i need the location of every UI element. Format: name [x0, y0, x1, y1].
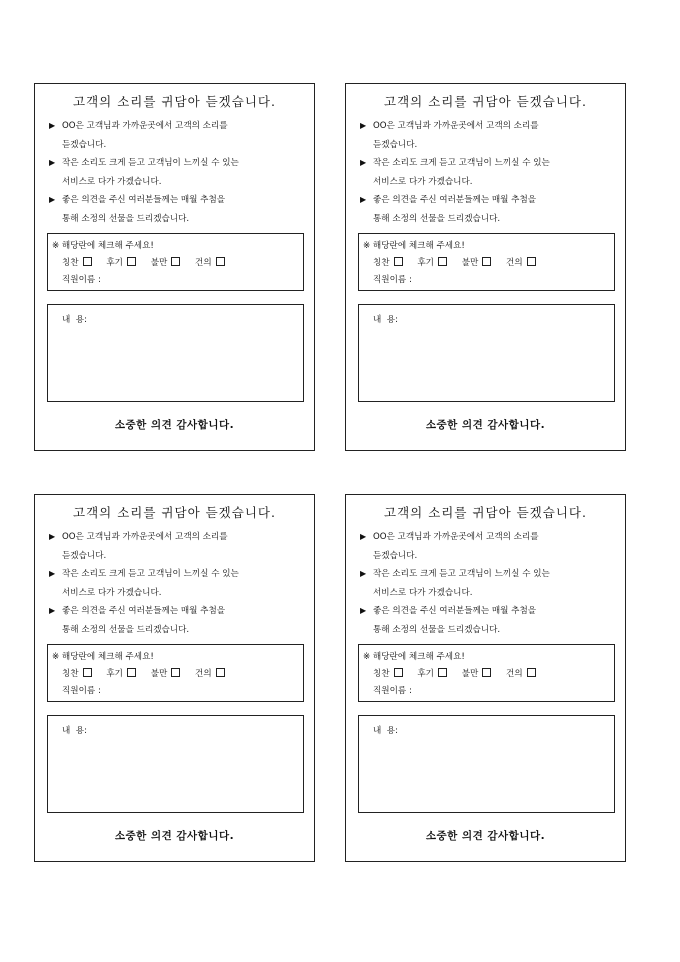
bullet-text: 듣겠습니다. — [62, 139, 107, 150]
feedback-type-options — [62, 667, 237, 679]
option-suggestion: 건의 — [506, 669, 536, 679]
thank-you-footer: 소중한 의견 감사합니다. — [114, 830, 235, 842]
option-praise: 칭찬 — [62, 258, 92, 268]
triangle-bullet-icon: ▶ — [360, 158, 367, 168]
option-suggestion: 건의 — [195, 669, 225, 679]
triangle-bullet-icon: ▶ — [49, 121, 56, 130]
bullet-text: 서비스로 다가 가겠습니다. — [62, 176, 162, 187]
checkbox-suggestion[interactable] — [216, 257, 225, 266]
content-label: 내 용: — [373, 315, 398, 325]
bullet-text: 듣겠습니다. — [373, 550, 418, 561]
bullet-text: OO은 고객님과 가까운곳에서 고객의 소리를 — [373, 532, 539, 542]
bullet-text: OO은 고객님과 가까운곳에서 고객의 소리를 — [62, 532, 228, 542]
bullet-text: 좋은 의견을 주신 여러분들께는 매월 추첨을 — [62, 195, 226, 206]
checkbox-review[interactable] — [438, 668, 447, 677]
triangle-bullet-icon: ▶ — [360, 121, 367, 130]
bullet-text: OO은 고객님과 가까운곳에서 고객의 소리를 — [373, 121, 539, 131]
bullet-text: 작은 소리도 크게 듣고 고객님이 느끼실 수 있는 — [62, 158, 239, 169]
staff-name-field[interactable]: 직원이름 : — [62, 686, 101, 696]
check-instruction: ※ 해당란에 체크해 주세요! — [52, 652, 154, 662]
feedback-card — [345, 494, 626, 862]
feedback-card — [34, 494, 315, 862]
staff-name-field[interactable]: 직원이름 : — [373, 275, 412, 285]
triangle-bullet-icon: ▶ — [360, 569, 367, 579]
bullet-text: 듣겠습니다. — [62, 550, 107, 561]
content-textarea[interactable] — [47, 715, 304, 813]
feedback-type-options — [62, 256, 237, 268]
option-review: 후기 — [106, 258, 136, 268]
bullet-text: 서비스로 다가 가겠습니다. — [373, 176, 473, 187]
option-praise: 칭찬 — [373, 258, 403, 268]
check-instruction: ※ 해당란에 체크해 주세요! — [52, 241, 154, 251]
content-label: 내 용: — [373, 726, 398, 736]
content-textarea[interactable] — [358, 304, 615, 402]
option-review: 후기 — [417, 669, 447, 679]
bullet-text: 작은 소리도 크게 듣고 고객님이 느끼실 수 있는 — [62, 569, 239, 580]
staff-name-field[interactable]: 직원이름 : — [373, 686, 412, 696]
checkbox-suggestion[interactable] — [216, 668, 225, 677]
card-title: 고객의 소리를 귀담아 듣겠습니다. — [73, 505, 276, 520]
checkbox-suggestion[interactable] — [527, 668, 536, 677]
thank-you-footer: 소중한 의견 감사합니다. — [114, 419, 235, 431]
checkbox-praise[interactable] — [394, 668, 403, 677]
triangle-bullet-icon: ▶ — [360, 195, 367, 205]
card-title: 고객의 소리를 귀담아 듣겠습니다. — [73, 94, 276, 109]
feedback-card — [34, 83, 315, 451]
check-instruction: ※ 해당란에 체크해 주세요! — [363, 652, 465, 662]
bullet-text: 좋은 의견을 주신 여러분들께는 매월 추첨을 — [373, 195, 537, 206]
checkbox-section — [47, 233, 304, 291]
bullet-text: 통해 소정의 선물을 드리겠습니다. — [62, 213, 190, 224]
bullet-text: OO은 고객님과 가까운곳에서 고객의 소리를 — [62, 121, 228, 131]
option-suggestion: 건의 — [195, 258, 225, 268]
option-praise: 칭찬 — [62, 669, 92, 679]
bullet-list — [49, 117, 308, 229]
bullet-text: 좋은 의견을 주신 여러분들께는 매월 추첨을 — [62, 606, 226, 617]
checkbox-review[interactable] — [438, 257, 447, 266]
triangle-bullet-icon: ▶ — [49, 195, 56, 205]
feedback-card — [345, 83, 626, 451]
bullet-text: 작은 소리도 크게 듣고 고객님이 느끼실 수 있는 — [373, 569, 550, 580]
option-complaint: 불만 — [462, 258, 492, 268]
feedback-type-options — [373, 256, 548, 268]
option-review: 후기 — [417, 258, 447, 268]
checkbox-review[interactable] — [127, 668, 136, 677]
checkbox-suggestion[interactable] — [527, 257, 536, 266]
bullet-text: 통해 소정의 선물을 드리겠습니다. — [62, 624, 190, 635]
option-complaint: 불만 — [151, 258, 181, 268]
bullet-text: 서비스로 다가 가겠습니다. — [373, 587, 473, 598]
content-label: 내 용: — [62, 726, 87, 736]
check-instruction: ※ 해당란에 체크해 주세요! — [363, 241, 465, 251]
option-suggestion: 건의 — [506, 258, 536, 268]
checkbox-praise[interactable] — [83, 257, 92, 266]
triangle-bullet-icon: ▶ — [49, 569, 56, 579]
triangle-bullet-icon: ▶ — [360, 532, 367, 541]
content-textarea[interactable] — [47, 304, 304, 402]
bullet-list — [360, 117, 619, 229]
thank-you-footer: 소중한 의견 감사합니다. — [425, 419, 546, 431]
bullet-list — [49, 528, 308, 640]
content-textarea[interactable] — [358, 715, 615, 813]
bullet-text: 서비스로 다가 가겠습니다. — [62, 587, 162, 598]
thank-you-footer: 소중한 의견 감사합니다. — [425, 830, 546, 842]
checkbox-praise[interactable] — [394, 257, 403, 266]
triangle-bullet-icon: ▶ — [49, 606, 56, 616]
option-review: 후기 — [106, 669, 136, 679]
content-label: 내 용: — [62, 315, 87, 325]
checkbox-complaint[interactable] — [171, 257, 180, 266]
checkbox-complaint[interactable] — [171, 668, 180, 677]
checkbox-section — [358, 233, 615, 291]
staff-name-field[interactable]: 직원이름 : — [62, 275, 101, 285]
option-complaint: 불만 — [462, 669, 492, 679]
bullet-list — [360, 528, 619, 640]
bullet-text: 통해 소정의 선물을 드리겠습니다. — [373, 213, 501, 224]
checkbox-complaint[interactable] — [482, 668, 491, 677]
card-title: 고객의 소리를 귀담아 듣겠습니다. — [384, 94, 587, 109]
checkbox-review[interactable] — [127, 257, 136, 266]
triangle-bullet-icon: ▶ — [360, 606, 367, 616]
card-title: 고객의 소리를 귀담아 듣겠습니다. — [384, 505, 587, 520]
bullet-text: 좋은 의견을 주신 여러분들께는 매월 추첨을 — [373, 606, 537, 617]
triangle-bullet-icon: ▶ — [49, 158, 56, 168]
option-complaint: 불만 — [151, 669, 181, 679]
feedback-type-options — [373, 667, 548, 679]
bullet-text: 통해 소정의 선물을 드리겠습니다. — [373, 624, 501, 635]
bullet-text: 작은 소리도 크게 듣고 고객님이 느끼실 수 있는 — [373, 158, 550, 169]
checkbox-section — [47, 644, 304, 702]
option-praise: 칭찬 — [373, 669, 403, 679]
checkbox-complaint[interactable] — [482, 257, 491, 266]
bullet-text: 듣겠습니다. — [373, 139, 418, 150]
checkbox-praise[interactable] — [83, 668, 92, 677]
checkbox-section — [358, 644, 615, 702]
triangle-bullet-icon: ▶ — [49, 532, 56, 541]
